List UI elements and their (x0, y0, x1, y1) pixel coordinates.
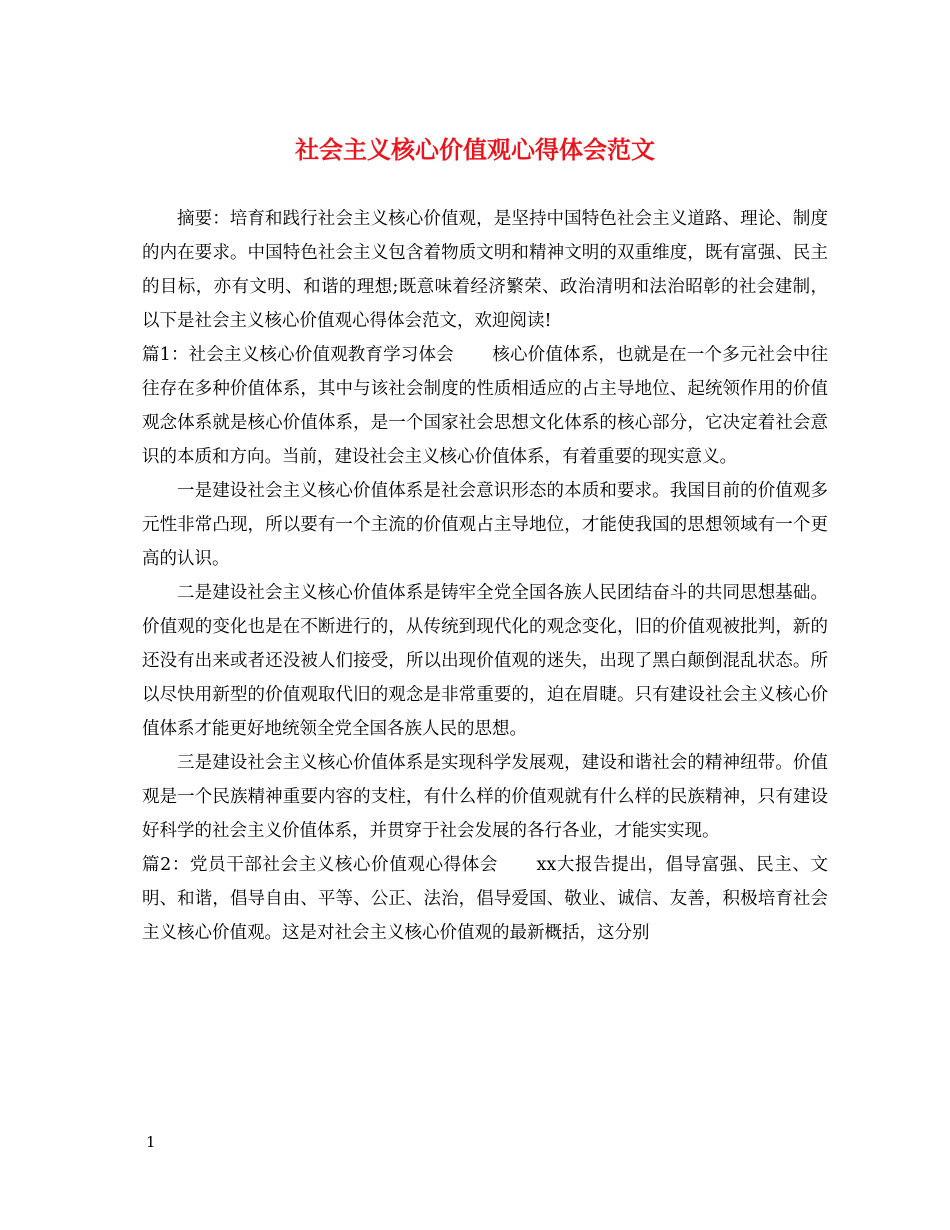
abstract-paragraph: 摘要：培育和践行社会主义核心价值观，是坚持中国特色社会主义道路、理论、制度的内在要求。中国特色社会主义包含着物质文明和精神文明的双重维度，既有富强、民主的目标，亦有文明、和谐的理想;既意味着经济繁荣、政治清明和法治昭彰的社会建制，以下是社会主义核心价值观心得体会范文，欢迎阅读! (142, 209, 828, 331)
section-1-paragraph (142, 338, 828, 474)
point-1-paragraph: 一是建设社会主义核心价值体系是社会意识形态的本质和要求。我国目前的价值观多元性非常凸现，所以要有一个主流的价值观占主导地位，才能使我国的思想领域有一个更高的认识。 (142, 481, 828, 569)
document-title: 社会主义核心价值观心得体会范文 (295, 135, 655, 164)
section-2-text: xx大报告提出，倡导富强、民主、文明、和谐，倡导自由、平等、公正、法治，倡导爱国、敬业、诚信、友善，积极培育社会主义核心价值观。这是对社会主义核心价值观的最新概括，这分别 (142, 855, 828, 943)
page-number: 1 (146, 1133, 156, 1151)
section-2-paragraph (142, 848, 828, 950)
point-2-paragraph: 二是建设社会主义核心价值体系是铸牢全党全国各族人民团结奋斗的共同思想基础。价值观的变化也是在不断进行的，从传统到现代化的观念变化，旧的价值观被批判，新的还没有出来或者还没被人们接受，所以出现价值观的迷失，出现了黑白颠倒混乱状态。所以尽快用新型的价值观取代旧的观念是非常重要的，迫在眉睫。只有建设社会主义核心价值体系才能更好地统领全党全国各族人民的思想。 (142, 583, 828, 739)
document-body (142, 202, 828, 950)
section-1-text: 核心价值体系，也就是在一个多元社会中往往存在多种价值体系，其中与该社会制度的性质相适应的占主导地位、起统领作用的价值观念体系就是核心价值体系，是一个国家社会思想文化体系的核心部分，它决定着社会意识的本质和方向。当前，建设社会主义核心价值体系，有着重要的现实意义。 (142, 345, 828, 467)
point-3-paragraph: 三是建设社会主义核心价值体系是实现科学发展观，建设和谐社会的精神纽带。价值观是一个民族精神重要内容的支柱，有什么样的价值观就有什么样的民族精神，只有建设好科学的社会主义价值体系，并贯穿于社会发展的各行各业，才能实实现。 (142, 753, 828, 841)
section-1-heading: 篇1：社会主义核心价值观教育学习体会 (142, 345, 454, 365)
section-2-heading: 篇2：党员干部社会主义核心价值观心得体会 (142, 855, 498, 875)
